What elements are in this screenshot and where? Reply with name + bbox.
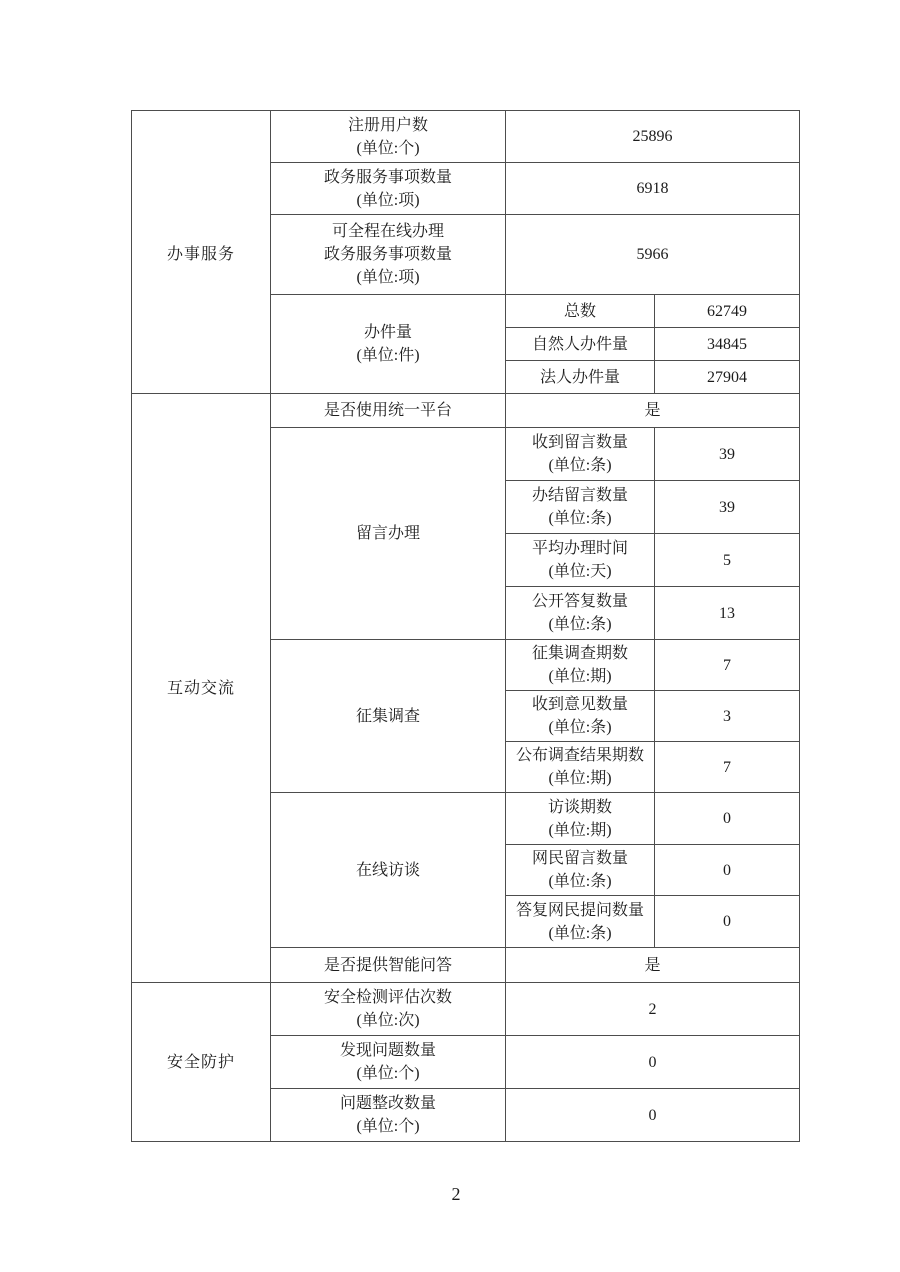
submetric-label: 访谈期数 — [547, 798, 612, 816]
metric-label-cell — [271, 1036, 506, 1089]
metric-label: 办件量 — [363, 324, 412, 341]
submetric-value-cell — [655, 295, 800, 328]
metric-value: 6918 — [636, 180, 669, 197]
submetric-value-cell — [655, 691, 800, 742]
metric-label: 注册用户数 — [347, 116, 428, 134]
metric-value: 5966 — [636, 246, 669, 263]
metric-label: 发现问题数量 — [339, 1042, 436, 1059]
metric-value: 25896 — [632, 128, 673, 145]
metric-label-cell — [271, 983, 506, 1036]
submetric-label-cell — [506, 896, 655, 948]
metric-value-cell — [506, 1036, 800, 1089]
metric-unit: (单位:次) — [356, 1012, 420, 1029]
metric-value: 0 — [648, 1106, 657, 1124]
page-number: 2 — [451, 1184, 461, 1204]
metric-label-cell — [271, 215, 506, 295]
submetric-unit: (单位:条) — [548, 616, 612, 633]
submetric-value: 39 — [719, 498, 735, 516]
submetric-unit: (单位:条) — [548, 924, 612, 942]
submetric-label-cell — [506, 428, 655, 481]
submetric-value: 34845 — [707, 335, 747, 353]
metric-label-cell — [271, 111, 506, 163]
metric-value-cell — [506, 948, 800, 983]
submetric-unit: (单位:条) — [548, 510, 612, 527]
metric-value-cell — [506, 215, 800, 295]
submetric-value: 13 — [719, 604, 735, 622]
metric-value: 0 — [648, 1053, 657, 1071]
submetric-label-cell — [506, 640, 655, 691]
metric-value: 是 — [644, 402, 661, 419]
submetric-label-cell — [506, 534, 655, 587]
submetric-value: 7 — [723, 758, 731, 776]
submetric-value: 7 — [723, 656, 731, 674]
category-cell-interaction — [132, 394, 271, 983]
submetric-label: 公布调查结果期数 — [515, 747, 644, 764]
submetric-value: 0 — [723, 861, 731, 879]
metric-value: 是 — [644, 956, 661, 974]
metric-label: 安全检测评估次数 — [323, 989, 452, 1006]
metric-label: 留言办理 — [355, 525, 420, 542]
metric-unit: (单位:个) — [356, 1118, 420, 1135]
submetric-unit: (单位:条) — [548, 873, 612, 890]
submetric-value: 3 — [723, 707, 731, 725]
metric-group-cell — [271, 295, 506, 394]
table-row — [132, 111, 800, 163]
submetric-unit: (单位:天) — [548, 563, 612, 580]
metric-unit: (单位:项) — [356, 269, 420, 286]
category-label: 安全防护 — [166, 1053, 235, 1071]
metric-value-cell — [506, 111, 800, 163]
submetric-value-cell — [655, 428, 800, 481]
category-cell-security — [132, 983, 271, 1142]
submetric-value-cell — [655, 328, 800, 361]
submetric-value-cell — [655, 742, 800, 793]
submetric-label: 网民留言数量 — [531, 850, 628, 867]
submetric-value: 5 — [723, 551, 731, 569]
submetric-unit: (单位:条) — [548, 719, 612, 736]
submetric-unit: (单位:条) — [548, 457, 612, 474]
submetric-value-cell — [655, 587, 800, 640]
metric-label-cell — [271, 163, 506, 215]
category-label: 互动交流 — [166, 679, 235, 697]
submetric-label-cell — [506, 742, 655, 793]
metric-value-cell — [506, 163, 800, 215]
submetric-label-cell — [506, 328, 655, 361]
submetric-unit: (单位:期) — [548, 821, 612, 839]
submetric-label-cell — [506, 361, 655, 394]
submetric-value: 27904 — [707, 368, 747, 386]
submetric-value-cell — [655, 845, 800, 896]
metric-unit: (单位:件) — [356, 347, 420, 364]
metric-label: 政务服务事项数量 — [323, 246, 452, 263]
submetric-label-cell — [506, 295, 655, 328]
submetric-label: 法人办件量 — [539, 368, 620, 386]
metric-group-cell — [271, 428, 506, 640]
submetric-value-cell — [655, 640, 800, 691]
table-row — [132, 983, 800, 1036]
metric-unit: (单位:个) — [356, 1065, 420, 1082]
metric-label: 政务服务事项数量 — [323, 168, 452, 186]
category-cell-service — [132, 111, 271, 394]
submetric-label: 答复网民提问数量 — [515, 901, 644, 919]
metric-label: 是否使用统一平台 — [323, 402, 452, 419]
metric-unit: (单位:项) — [356, 191, 420, 209]
submetric-value-cell — [655, 896, 800, 948]
submetric-value: 62749 — [707, 302, 747, 320]
metric-label-cell — [271, 948, 506, 983]
submetric-label-cell — [506, 793, 655, 845]
metric-label: 征集调查 — [355, 707, 420, 725]
submetric-label: 公开答复数量 — [531, 593, 628, 610]
submetric-label: 总数 — [563, 302, 596, 320]
metric-label: 在线访谈 — [355, 861, 420, 879]
submetric-label-cell — [506, 691, 655, 742]
metric-unit: (单位:个) — [356, 139, 420, 157]
submetric-label: 平均办理时间 — [531, 540, 628, 557]
submetric-label: 自然人办件量 — [531, 335, 628, 353]
metric-value-cell — [506, 983, 800, 1036]
government-report-table — [131, 110, 800, 1142]
submetric-value-cell — [655, 793, 800, 845]
submetric-label: 征集调查期数 — [531, 645, 628, 662]
submetric-value: 0 — [723, 913, 731, 930]
metric-label-cell — [271, 394, 506, 428]
submetric-value: 39 — [719, 445, 735, 463]
metric-value-cell — [506, 394, 800, 428]
category-label: 办事服务 — [166, 245, 235, 263]
table-row — [132, 394, 800, 428]
submetric-label: 收到留言数量 — [531, 434, 628, 451]
submetric-value-cell — [655, 481, 800, 534]
submetric-value: 0 — [723, 810, 731, 827]
submetric-unit: (单位:期) — [548, 770, 612, 787]
metric-value: 2 — [648, 1000, 657, 1018]
metric-label: 问题整改数量 — [339, 1095, 436, 1112]
submetric-unit: (单位:期) — [548, 668, 612, 685]
submetric-value-cell — [655, 361, 800, 394]
submetric-label-cell — [506, 845, 655, 896]
submetric-value-cell — [655, 534, 800, 587]
metric-label-cell — [271, 1089, 506, 1142]
metric-label: 是否提供智能问答 — [323, 956, 452, 974]
submetric-label-cell — [506, 587, 655, 640]
submetric-label-cell — [506, 481, 655, 534]
submetric-label: 办结留言数量 — [531, 487, 628, 504]
submetric-label: 收到意见数量 — [531, 696, 628, 713]
metric-group-cell — [271, 793, 506, 948]
metric-label: 可全程在线办理 — [331, 223, 444, 240]
metric-group-cell — [271, 640, 506, 793]
metric-value-cell — [506, 1089, 800, 1142]
